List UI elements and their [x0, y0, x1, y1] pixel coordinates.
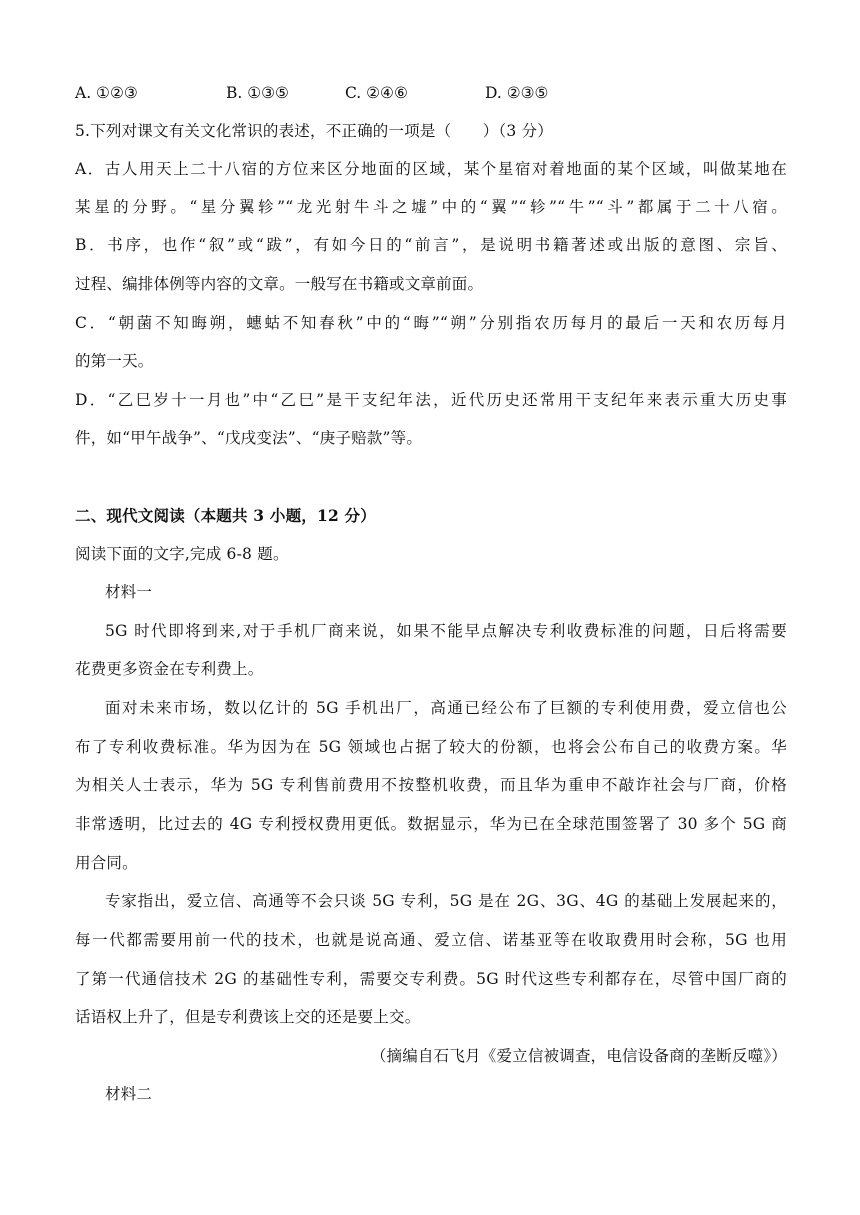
- q5-stem: 5.下列对课文有关文化常识的表述，不正确的一项是（ ）（3 分）: [75, 122, 553, 140]
- source-citation: （摘编自石飞月《爱立信被调查，电信设备商的垄断反噬》）: [370, 1047, 787, 1065]
- paragraph-2-line2: 布了专利收费标准。华为因为在 5G 领域也占据了较大的份额，也将会公布自己的收费方案。华: [75, 738, 787, 756]
- paragraph-1-line2: 花费更多资金在专利费上。: [75, 660, 264, 678]
- q5-option-b-line2: 过程、编排体例等内容的文章。一般写在书籍或文章前面。: [75, 275, 484, 293]
- q5-option-b-line1: B．书序，也作“叙”或“跋”，有如今日的“前言”，是说明书籍著述或出版的意图、宗旨、: [75, 236, 787, 254]
- q5-option-a-line1: A．古人用天上二十八宿的方位来区分地面的区域，某个星宿对着地面的某个区域，叫做某地在: [75, 160, 787, 178]
- paragraph-3-line3: 了第一代通信技术 2G 的基础性专利，需要交专利费。5G 时代这些专利都存在，尽管中国厂商的: [75, 970, 787, 988]
- q5-option-a-line2: 某星的分野。“星分翼轸”“龙光射牛斗之墟”中的“翼”“轸”“牛”“斗”都属于二十八宿。: [75, 198, 787, 216]
- paragraph-2-line5: 用合同。: [75, 854, 138, 872]
- paragraph-2-line1: 面对未来市场，数以亿计的 5G 手机出厂，高通已经公布了巨额的专利使用费，爱立信也公: [105, 699, 787, 717]
- q5-option-d-line2: 件，如“甲午战争”、“戊戌变法”、“庚子赔款”等。: [75, 429, 423, 447]
- q5-option-d-line1: D．“乙巳岁十一月也”中“乙巳”是干支纪年法，近代历史还常用干支纪年来表示重大历史事: [75, 391, 787, 409]
- material-two-label: 材料二: [105, 1085, 153, 1103]
- q4-option-d: D. ②③⑤: [485, 84, 549, 102]
- paragraph-2-line4: 非常透明，比过去的 4G 专利授权费用更低。数据显示，华为已在全球范围签署了 30 多个 5G 商: [75, 815, 787, 833]
- q5-option-c-line1: C．“朝菌不知晦朔，蟪蛄不知春秋”中的“晦”“朔”分别指农历每月的最后一天和农历每月: [75, 314, 787, 332]
- q4-option-a: A. ①②③: [75, 84, 138, 102]
- paragraph-3-line1: 专家指出，爱立信、高通等不会只谈 5G 专利，5G 是在 2G、3G、4G 的基础上发展起来的，: [105, 892, 787, 910]
- paragraph-1-line1: 5G 时代即将到来,对于手机厂商来说，如果不能早点解决专利收费标准的问题，日后将需要: [105, 622, 787, 640]
- paragraph-2-line3: 为相关人士表示，华为 5G 专利售前费用不按整机收费，而且华为重申不敲诈社会与厂商，价格: [75, 776, 787, 794]
- reading-instruction: 阅读下面的文字,完成 6-8 题。: [75, 545, 289, 563]
- q5-option-c-line2: 的第一天。: [75, 352, 154, 370]
- q4-option-b: B. ①③⑤: [226, 84, 289, 102]
- paragraph-3-line4: 话语权上升了，但是专利费该上交的还是要上交。: [75, 1008, 421, 1026]
- paragraph-3-line2: 每一代都需要用前一代的技术，也就是说高通、爱立信、诺基亚等在收取费用时会称，5G 也用: [75, 931, 787, 949]
- q4-option-c: C. ②④⑥: [345, 84, 408, 102]
- section-heading: 二、现代文阅读（本题共 3 小题，12 分）: [75, 506, 376, 525]
- material-one-label: 材料一: [105, 583, 153, 601]
